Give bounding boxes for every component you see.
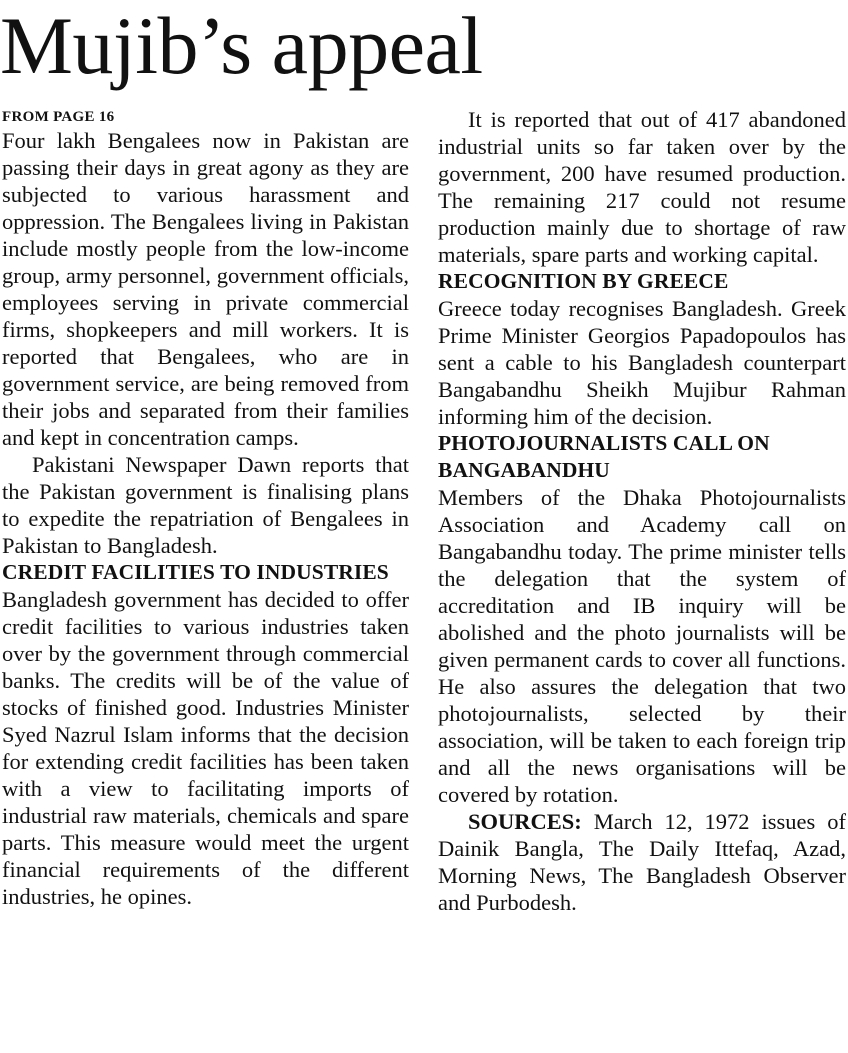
paragraph-dawn-report: Pakistani Newspaper Dawn reports that the Pakistan government is finalising plans to expedite the repatriation of Bengalees in Pakistan to Bangladesh. xyxy=(2,452,409,558)
left-column xyxy=(2,107,409,910)
continuation-kicker: FROM PAGE 16 xyxy=(2,109,115,125)
sources-label: SOURCES: xyxy=(468,809,582,834)
paragraph-abandoned-units: It is reported that out of 417 abandoned industrial units so far taken over by the government, 200 have resumed production. The remaining 217 could not resume production mainly due to shortage of raw materials, spare parts and working capital. xyxy=(438,107,846,267)
paragraph-bengalees-pakistan: Four lakh Bengalees now in Pakistan are passing their days in great agony as they are subjected to various harassment and oppression. The Bengalees living in Pakistan include mostly people from the low-income group, army personnel, government officials, employees serving in private commercial firms, shopkeepers and mill workers. It is reported that Bengalees, who are in government service, are being removed from their jobs and separated from their families and kept in concentration camps. xyxy=(2,128,409,450)
headline: Mujib’s appeal xyxy=(0,0,483,91)
right-column xyxy=(438,106,846,916)
paragraph-photojournalists: Members of the Dhaka Photojournalists Association and Academy call on Bangabandhu today. The prime minister tells the delegation that the system of accreditation and IB inquiry will be abolished and the photo journalists will be given permanent cards to cover all functions. He also assures the delegation that two photojournalists, selected by their association, will be taken to each foreign trip and all the news organisations will be covered by rotation. xyxy=(438,485,846,807)
subhead-credit-facilities: CREDIT FACILITIES TO INDUSTRIES xyxy=(2,560,389,584)
subhead-recognition-greece: RECOGNITION BY GREECE xyxy=(438,269,729,293)
paragraph-greece-recognition: Greece today recognises Bangladesh. Greek Prime Minister Georgios Papadopoulos has sent a cable to his Bangladesh counterpart Bangabandhu Sheikh Mujibur Rahman informing him of the decision. xyxy=(438,296,846,429)
subhead-photojournalists: PHOTOJOURNALISTS CALL ON BANGABANDHU xyxy=(438,431,770,482)
sources-paragraph xyxy=(438,808,846,916)
sources-text: March 12, 1972 issues of Dainik Bangla, The Daily Ittefaq, Azad, Morning News, The Bangladesh Observer and Purbodesh. xyxy=(438,809,846,915)
paragraph-credit-facilities: Bangladesh government has decided to offer credit facilities to various industries taken over by the government through commercial banks. The credits will be of the value of stocks of finished good. Industries Minister Syed Nazrul Islam informs that the decision for extending credit facilities has been taken with a view to facilitating imports of industrial raw materials, chemicals and spare parts. This measure would meet the urgent financial requirements of the different industries, he opines. xyxy=(2,587,409,909)
